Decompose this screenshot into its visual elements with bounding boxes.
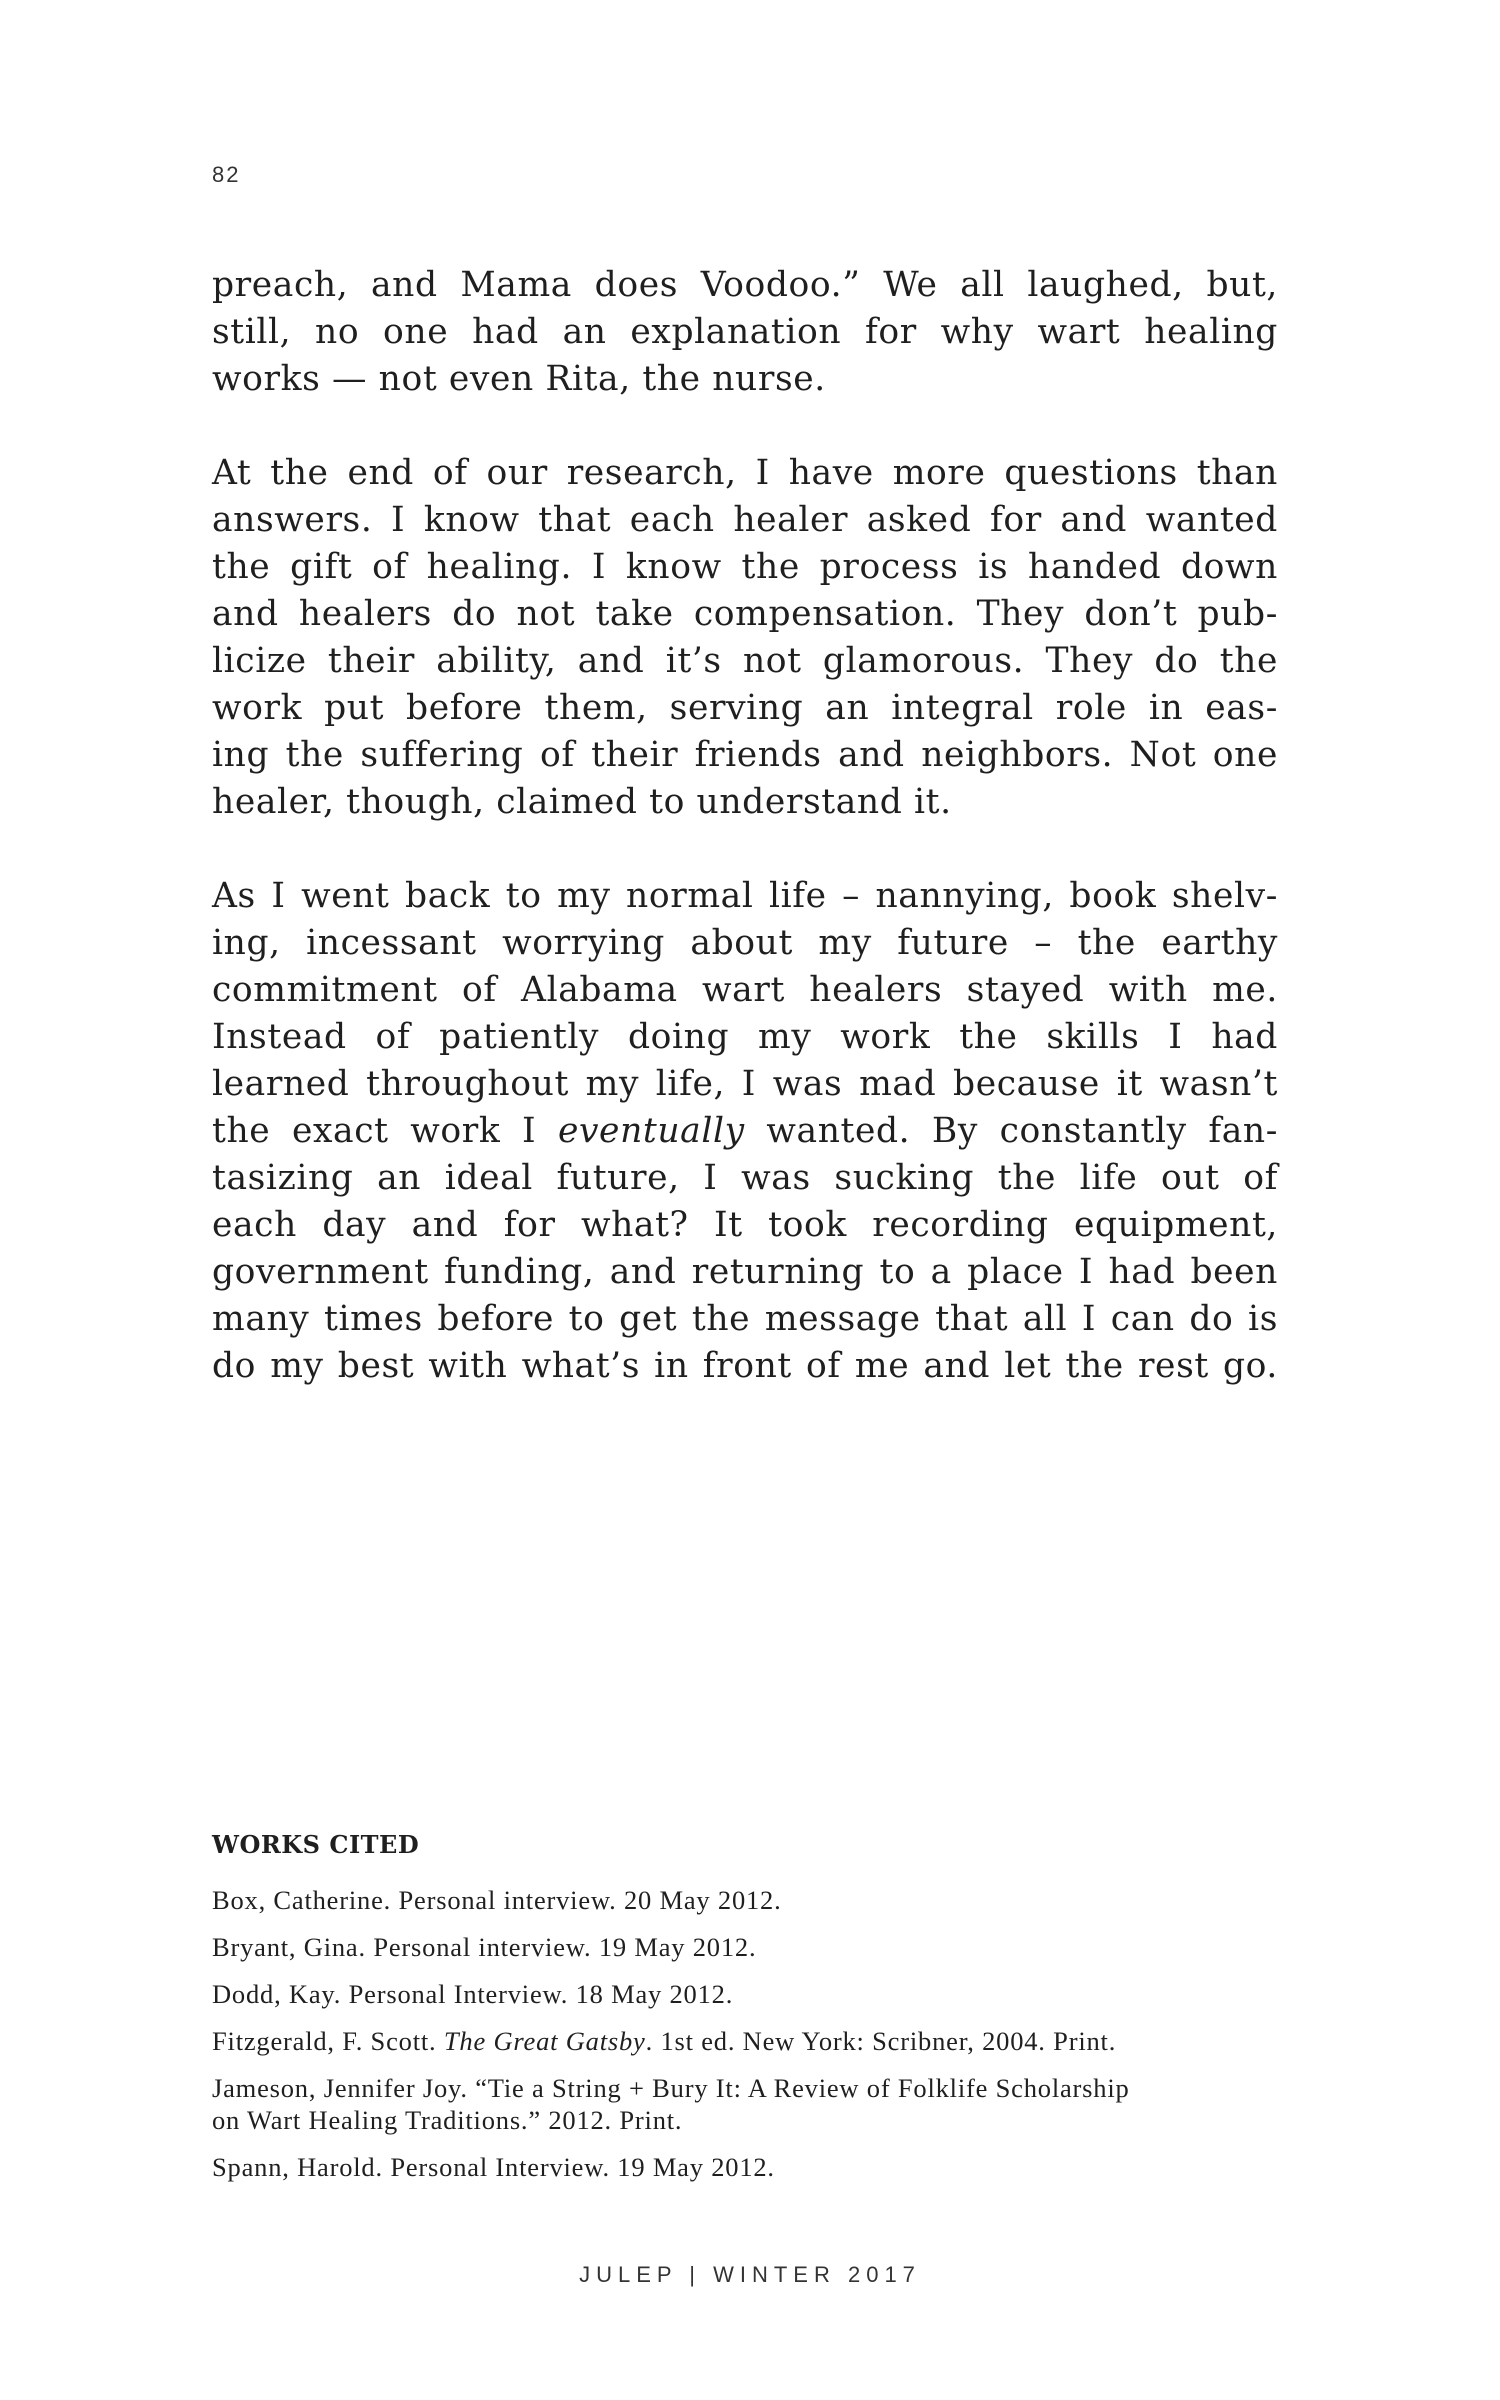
text-line: each day and for what? It took recording equipment, xyxy=(212,1205,1278,1245)
text-line: learned throughout my life, I was mad because it wasn’t xyxy=(212,1064,1278,1104)
citation-line: on Wart Healing Traditions.” 2012. Print. xyxy=(212,2105,683,2135)
citation-entry: Box, Catherine. Personal interview. 20 May 2012. xyxy=(212,1885,782,1915)
citation-line: Jameson, Jennifer Joy. “Tie a String + Bury It: A Review of Folklife Scholarship xyxy=(212,2073,1130,2103)
paragraph xyxy=(212,873,1278,1390)
text-line: government funding, and returning to a place I had been xyxy=(212,1252,1278,1292)
text-segment: Fitzgerald, F. Scott. xyxy=(212,2026,444,2056)
text-line: Instead of patiently doing my work the skills I had xyxy=(212,1017,1278,1057)
text-line: healer, though, claimed to understand it. xyxy=(212,782,952,822)
text-line: work put before them, serving an integral role in eas- xyxy=(212,688,1278,728)
text-line: and healers do not take compensation. They don’t pub- xyxy=(212,594,1278,634)
text-line: commitment of Alabama wart healers stayed with me. xyxy=(212,970,1278,1010)
citation-entry: Bryant, Gina. Personal interview. 19 May 2012. xyxy=(212,1932,757,1962)
paragraph xyxy=(212,450,1278,826)
italic-text: eventually xyxy=(557,1111,745,1151)
citation-entry xyxy=(212,2025,1278,2057)
works-cited-heading: WORKS CITED xyxy=(212,1830,420,1859)
text-line: As I went back to my normal life – nannying, book shelv- xyxy=(212,876,1278,916)
text-line: licize their ability, and it’s not glamorous. They do the xyxy=(212,641,1278,681)
works-cited-section xyxy=(212,1828,1278,2198)
citation-entry xyxy=(212,2072,1278,2136)
italic-title: The Great Gatsby xyxy=(443,2026,646,2056)
page-number: 82 xyxy=(212,162,241,187)
article-body xyxy=(212,262,1278,1437)
paragraph xyxy=(212,262,1278,403)
text-line: still, no one had an explanation for why wart healing xyxy=(212,312,1278,352)
text-segment: wanted. By constantly fan- xyxy=(744,1111,1278,1151)
text-line: At the end of our research, I have more questions than xyxy=(212,453,1278,493)
text-segment: the exact work I xyxy=(212,1111,558,1151)
text-line: preach, and Mama does Voodoo.” We all laughed, but, xyxy=(212,265,1278,305)
text-segment: . 1st ed. New York: Scribner, 2004. Print. xyxy=(645,2026,1117,2056)
text-line: answers. I know that each healer asked for and wanted xyxy=(212,500,1278,540)
citation-entry: Dodd, Kay. Personal Interview. 18 May 2012. xyxy=(212,1979,734,2009)
text-line: the gift of healing. I know the process is handed down xyxy=(212,547,1278,587)
citation-entry: Spann, Harold. Personal Interview. 19 May 2012. xyxy=(212,2152,775,2182)
text-line: tasizing an ideal future, I was sucking the life out of xyxy=(212,1158,1278,1198)
text-line: many times before to get the message that all I can do is xyxy=(212,1299,1278,1339)
text-line: works — not even Rita, the nurse. xyxy=(212,359,826,399)
text-line xyxy=(212,1108,1278,1155)
text-line: ing the suffering of their friends and neighbors. Not one xyxy=(212,735,1278,775)
page-footer: JULEP | WINTER 2017 xyxy=(579,2262,921,2287)
text-line: ing, incessant worrying about my future – the earthy xyxy=(212,923,1278,963)
text-line: do my best with what’s in front of me and let the rest go. xyxy=(212,1346,1278,1386)
